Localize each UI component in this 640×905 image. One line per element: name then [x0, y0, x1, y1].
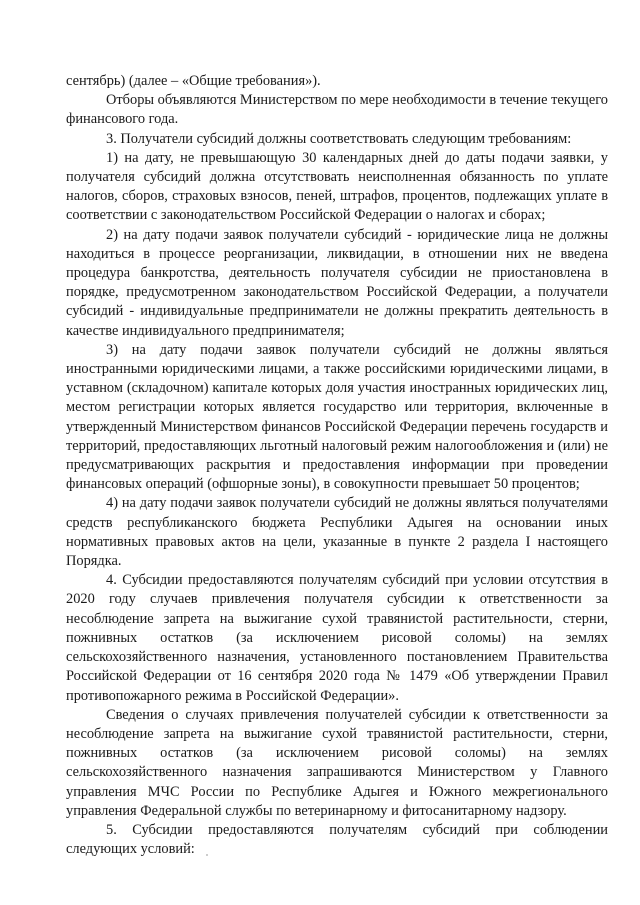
- scan-speck: [206, 854, 208, 856]
- document-body: [66, 72, 608, 859]
- paragraph-requirement-4: 4) на дату подачи заявок получатели субсидий не должны являться получателями средств республиканского бюджета Республики Адыгея на основании иных нормативных правовых актов на цели, указанные в пункте 2 раздела I настоящего Порядка.: [66, 495, 608, 570]
- paragraph-clause-3: 3. Получатели субсидий должны соответствовать следующим требованиям:: [106, 130, 572, 147]
- paragraph-information-request: Сведения о случаях привлечения получателей субсидии к ответственности за несоблюдение запрета на выжигание сухой травянистой растительности, стерни, пожнивных остатков (за исключением рисовой соломы) на землях сельскохозяйственного назначения запрашиваются Министерством у Главного управления МЧС России по Республике Адыгея и Южного межрегионального управления Федеральной службы по ветеринарному и фитосанитарному надзору.: [66, 706, 608, 819]
- paragraph-requirement-1: 1) на дату, не превышающую 30 календарных дней до даты подачи заявки, у получателя субсидий должна отсутствовать неисполненная обязанность по уплате налогов, сборов, страховых взносов, пеней, штрафов, процентов, подлежащих уплате в соответствии с законодательством Российской Федерации о налогах и сборах;: [66, 149, 608, 224]
- paragraph-selection-timing: Отборы объявляются Министерством по мере необходимости в течение текущего финансового года.: [66, 92, 608, 128]
- paragraph-clause-5: 5. Субсидии предоставляются получателям субсидий при соблюдении следующих условий:: [66, 821, 608, 858]
- paragraph-clause-4: 4. Субсидии предоставляются получателям субсидий при условии отсутствия в 2020 году случаев привлечения получателя субсидии к ответственности за несоблюдение запрета на выжигание сухой травянистой растительности, стерни, пожнивных остатков (за исключением рисовой соломы) на землях сельскохозяйственного назначения, установленного постановлением Правительства Российской Федерации от 16 сентября 2020 года № 1479 «Об утверждении Правил противопожарного режима в Российской Федерации».: [66, 572, 608, 704]
- paragraph-continuation: сентябрь) (далее – «Общие требования»).: [66, 73, 321, 89]
- paragraph-requirement-3: 3) на дату подачи заявок получатели субсидий не должны являться иностранными юридическими лицами, а также российскими юридическими лицами, в уставном (складочном) капитале которых доля участия иностранных юридических лиц, местом регистрации которых является государство или территория, включенные в утвержденный Министерством финансов Российской Федерации перечень государств и территорий, предоставляющих льготный налоговый режим налогообложения и (или) не предусматривающих раскрытия и предоставления информации при проведении финансовых операций (офшорные зоны), в совокупности превышает 50 процентов;: [66, 341, 608, 493]
- paragraph-requirement-2: 2) на дату подачи заявок получатели субсидий - юридические лица не должны находиться в процессе реорганизации, ликвидации, в отношении них не введена процедура банкротства, деятельность получателя субсидии не приостановлена в порядке, предусмотренном законодательством Российской Федерации, а получатели субсидий - индивидуальные предприниматели не должны прекратить деятельность в качестве индивидуального предпринимателя;: [66, 226, 608, 339]
